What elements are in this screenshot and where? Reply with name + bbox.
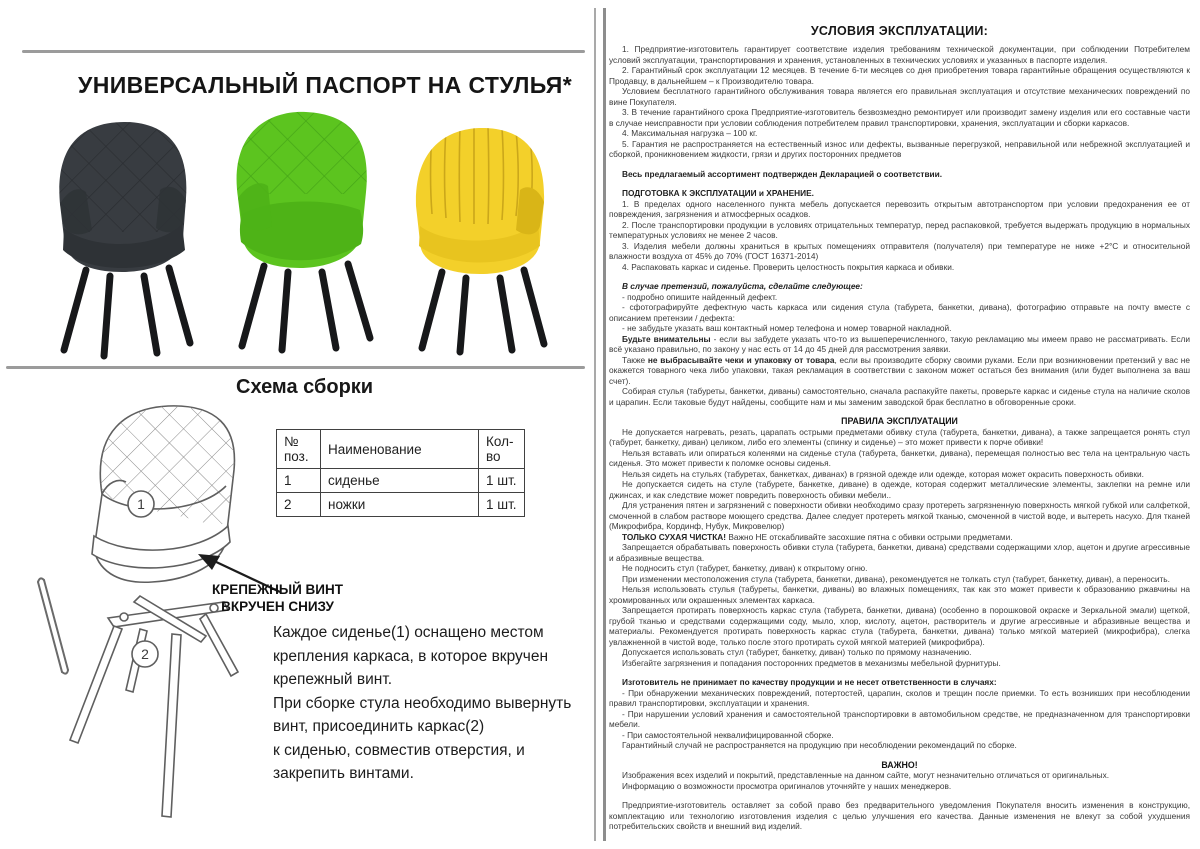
paragraph <box>609 107 1190 128</box>
text-run: 4. Распаковать каркас и сиденье. Проверить целостность покрытия каркаса и обивки. <box>622 261 955 272</box>
text-run: 2. После транспортировки продукции в условиях отрицательных температур, перед распаковкой, требуется выдержать продукцию в нормальных температурных условиях не менее 2 часов. <box>609 219 1190 240</box>
table-header-cell: Наименование <box>321 430 479 469</box>
text-run: - При самостоятельной неквалифицированной сборке. <box>622 729 834 740</box>
paragraph <box>609 479 1190 500</box>
instruction-line: крепежный винт. <box>273 671 393 688</box>
section-heading <box>609 416 1190 427</box>
paragraph <box>609 386 1190 407</box>
table-cell: 1 <box>277 469 321 493</box>
text-run: - При обнаружении механических повреждений, потертостей, царапин, сколов и трещин после приемки. То есть возникших при несоблюдении правил транспортировки, эксплуатации и хранения. <box>609 687 1190 708</box>
terms-blocks <box>609 44 1190 832</box>
text-run: , если вы производите сборку своими руками. Если при возникновении претензий у вас не окажется товарного чека либо упаковки, такая рекламация в соответствии с законом может остаться без внимания (или будет выполнена за ваш счет). <box>609 354 1190 386</box>
section-heading <box>609 169 1190 180</box>
paragraph <box>609 448 1190 469</box>
diagram-seat-label: 1 <box>137 496 145 512</box>
table-cell: 1 шт. <box>479 493 525 517</box>
text-run: - если вы забудете указать что-то из вышеперечисленного, такую рекламацию мы имеем право не рассматривать. Если всё указано правильно, по закону у нас есть от 14 до 45 дней для рассмотрения заявки. <box>609 333 1190 354</box>
paragraph <box>609 500 1190 532</box>
paragraph <box>609 800 1190 832</box>
top-horizontal-rule <box>22 50 585 53</box>
table-cell: ножки <box>321 493 479 517</box>
text-run: - При нарушении условий хранения и самостоятельной транспортировки в автомобильном средстве, не предназначенном для транспортировки мебели. <box>609 708 1190 729</box>
instruction-line: крепления каркаса, в которое вкручен <box>273 647 549 665</box>
text-run: Будьте внимательны <box>622 333 711 344</box>
chair-photo-green <box>214 102 388 354</box>
paragraph <box>609 323 1190 334</box>
table-header-cell: Кол-во <box>479 430 525 469</box>
text-run: Допускается использовать стул (табурет, банкетку, диван) только по прямому назначению. <box>622 647 972 657</box>
section-heading <box>609 760 1190 771</box>
paragraph <box>609 709 1190 730</box>
instruction-line: винт, присоединить каркас(2) <box>273 718 485 735</box>
text-run: Запрещается обрабатывать поверхность обивки стула (табурета, банкетки, дивана) средствами содержащими хлор, ацетон и другие агрессивные и абразивные вещества. <box>609 542 1190 563</box>
text-run: ВАЖНО! <box>881 759 918 770</box>
paragraph <box>609 770 1190 781</box>
table-cell: 2 <box>277 493 321 517</box>
paragraph <box>609 86 1190 107</box>
paragraph <box>609 740 1190 751</box>
screw-note-line: ВКРУЧЕН СНИЗУ <box>221 599 334 614</box>
text-run: Не подносить стул (табурет, банкетку, диван) к открытому огню. <box>622 563 868 573</box>
text-run: 5. Гарантия не распространяется на естественный износ или дефекты, вызванные перегрузкой, неправильной или небрежной эксплуатацией и сборкой, проникновением жидкости, грязи и других посторонних предметов <box>609 138 1190 159</box>
paragraph <box>609 220 1190 241</box>
text-run: - не забудьте указать ваш контактный номер телефона и номер товарной накладной. <box>622 323 952 333</box>
text-run: Гарантийный случай не распространяется на продукцию при несоблюдении рекомендаций по сборке. <box>622 740 1017 750</box>
text-run: Нельзя использовать стулья (табуреты, банкетки, диваны) во влажных помещениях, так как это может привести к образованию ржавчины на хромированных или окрашенных элементах каркаса. <box>609 584 1190 605</box>
text-run: Предприятие-изготовитель оставляет за собой право без предварительного уведомления Покупателя вносить изменения в конструкцию, комплектацию или технологию изготовления изделия с целью улучшения его качества. Данные изменения не влекут за собой ухудшения потребительских свойств и внешний вид изделий. <box>609 800 1190 831</box>
vertical-divider-rule <box>594 8 606 841</box>
section-heading <box>609 188 1190 199</box>
paragraph <box>609 128 1190 139</box>
paragraph <box>609 355 1190 387</box>
paragraph <box>609 584 1190 605</box>
text-run: Важно НЕ отскабливайте засохшие пятна с обивки острыми предметами. <box>726 531 1013 542</box>
text-run: При изменении местоположения стула (табурета, банкетки, дивана), рекомендуется не толкать стул (табурет, банкетку, диван), а переносить. <box>622 573 1170 584</box>
table-cell: сиденье <box>321 469 479 493</box>
paragraph <box>609 65 1190 86</box>
text-run: ПРАВИЛА ЭКСПЛУАТАЦИИ <box>841 416 958 426</box>
paragraph <box>609 563 1190 574</box>
text-run: ПОДГОТОВКА К ЭКСПЛУАТАЦИИ и ХРАНЕНИЕ. <box>622 188 814 198</box>
paragraph <box>609 730 1190 741</box>
text-run: Изображения всех изделий и покрытий, представленные на данном сайте, могут незначительно отличаться от оригинальных. <box>622 770 1110 780</box>
paragraph <box>609 532 1190 543</box>
instruction-line: При сборке стула необходимо вывернуть <box>273 694 572 712</box>
parts-table-header-row <box>277 430 525 469</box>
paragraph <box>609 469 1190 480</box>
paragraph <box>609 688 1190 709</box>
paragraph <box>609 302 1190 323</box>
table-row <box>277 493 525 517</box>
parts-table-body <box>277 469 525 517</box>
page-title: УНИВЕРСАЛЬНЫЙ ПАСПОРТ НА СТУЛЬЯ* <box>78 72 573 98</box>
paragraph <box>609 574 1190 585</box>
assembly-instructions <box>273 621 578 786</box>
paragraph <box>609 44 1190 65</box>
table-row <box>277 469 525 493</box>
section-heading <box>609 677 1190 688</box>
instruction-line: Каждое сиденье(1) оснащено местом <box>273 624 544 641</box>
text-run: - сфотографируйте дефектную часть каркаса или сидения стула (табурета, банкетки, дивана), фотографию отправьте на почту вместе с описанием претензии / дефекта: <box>609 302 1190 323</box>
text-run: Не допускается сидеть на стуле (табурете, банкетке, диване) в одежде, которая содержит металлические элементы, заклепки на ремне или джинсах, и как следствие может повредить поверхность обивки мебели.. <box>609 479 1190 500</box>
chair-photos <box>38 102 586 360</box>
text-run: Условием бесплатного гарантийного обслуживания товара является его правильная эксплуатация и отсутствие механических повреждений по вине Покупателя. <box>609 86 1190 107</box>
paragraph <box>609 542 1190 563</box>
paragraph <box>609 262 1190 273</box>
text-run: ТОЛЬКО СУХАЯ ЧИСТКА! <box>622 531 727 542</box>
section-heading <box>609 281 1190 292</box>
text-run: 2. Гарантийный срок эксплуатации 12 месяцев. В течение 6-ти месяцев со дня приобретения товара гарантийные обращения осуществляются к Продавцу, в дальнейшем – к Производителю товара. <box>609 65 1190 86</box>
text-run: 3. Изделия мебели должны храниться в крытых помещениях отправителя (получателя) при температуре не ниже +2°С и относительной влажности воздуха от 45% до 70% (ГОСТ 16371-2014) <box>609 240 1190 261</box>
table-header-cell: № поз. <box>277 430 321 469</box>
text-run: Запрещается протирать поверхность каркас стула (табурета, банкетки, дивана) (особенно в порошковой окраске и Зеркальной эмали) щеткой, грубой тканью и средствами содержащими соду, мыло, хлор, кислоту, ацетон, растворитель и другие агрессивные и абразивные вещества и материалы. Рекомендуется протирать поверхность каркас стула (табурета, банкетки, дивана) только мягкой материей (микрофибра), слегка увлажненной в чистой воде, только после этого протирать сухой мягкой материей (микрофибра). <box>609 605 1190 647</box>
instruction-line: к сиденью, совместив отверстия, и <box>273 741 525 759</box>
text-run: Нельзя вставать или опираться коленями на сиденье стула (табурета, банкетки, дивана), перемещая полностью вес тела на центральную часть сиденья. Это может привести к поломке основы сиденья. <box>609 447 1190 468</box>
text-run: Весь предлагаемый ассортимент подтвержден Декларацией о соответствии. <box>622 168 943 179</box>
middle-horizontal-rule <box>6 366 585 369</box>
terms-section <box>609 24 1190 832</box>
instruction-line: закрепить винтами. <box>273 765 414 782</box>
text-run: Нельзя сидеть на стульях (табуретах, банкетках, диванах) в грязной одежде или одежде, которая может окрасить поверхность обивки. <box>622 468 1144 479</box>
text-run: Изготовитель не принимает по качеству продукции и не несет ответственности в случаях: <box>622 677 997 687</box>
assembly-heading: Схема сборки <box>236 376 374 398</box>
text-run: В случае претензий, пожалуйста, сделайте следующее: <box>622 281 863 291</box>
text-run: 1. Предприятие-изготовитель гарантирует соответствие изделия требованиям технической документации, при соблюдении Потребителем условий эксплуатации, транспортирования и хранения, установленных в технических условиях и указанных в паспорте изделия. <box>609 44 1190 65</box>
paragraph <box>609 334 1190 355</box>
paragraph <box>609 139 1190 160</box>
text-run: не выбрасывайте чеки и упаковку от товара <box>647 354 835 365</box>
text-run: 4. Максимальная нагрузка – 100 кг. <box>622 128 758 138</box>
diagram-legs-label: 2 <box>141 646 149 662</box>
paragraph <box>609 292 1190 303</box>
paragraph <box>609 605 1190 647</box>
text-run: Информацию о возможности просмотра оригиналов уточняйте у наших менеджеров. <box>622 780 952 791</box>
table-cell: 1 шт. <box>479 469 525 493</box>
paragraph <box>609 647 1190 658</box>
text-run: Для устранения пятен и загрязнений с поверхности обивки необходимо сразу протереть загрязненную поверхность мягкой губкой или салфеткой, смоченной в слабом растворе моющего средства. Далее следует протереть мягкой тканью, смоченной в чистой воде, и вытереть насухо. Для тканей (Микрофибра, Кординф, Нубук, Микровелюр) <box>609 500 1190 531</box>
paragraph <box>609 781 1190 792</box>
screw-note-line: КРЕПЕЖНЫЙ ВИНТ <box>211 582 344 597</box>
screw-note <box>190 581 365 615</box>
parts-table <box>276 429 525 517</box>
text-run: Также <box>622 354 648 365</box>
text-run: 1. В пределах одного населенного пункта мебель допускается перевозить открытым автотранспортом при условии предохранения ее от повреждения, загрязнения и атмосферных осадков. <box>609 198 1190 219</box>
paragraph <box>609 658 1190 669</box>
chair-photo-yellow <box>396 118 562 356</box>
paragraph <box>609 199 1190 220</box>
chair-photo-dark <box>38 112 206 360</box>
text-run: Собирая стулья (табуреты, банкетки, диваны) самостоятельно, сначала распакуйте пакеты, проверьте каркас и сиденье стула на наличие сколов и царапин. Если таковые будут найдены, сообщите нам и мы заменим заводской брак бесплатно в обговоренные сроки. <box>609 386 1190 407</box>
text-run: Избегайте загрязнения и попадания посторонних предметов в механизмы мебельной фурнитуры. <box>622 657 1001 668</box>
paragraph <box>609 427 1190 448</box>
paragraph <box>609 241 1190 262</box>
text-run: Не допускается нагревать, резать, царапать острыми предметами обивку стула (табурета, банкетки, дивана), а также запрещается ронять стул (табурет, банкетку, диван) целиком, либо его элементы (спинку и сиденье) – это может привести к порче обивки! <box>609 426 1190 447</box>
text-run: - подробно опишите найденный дефект. <box>622 291 778 302</box>
terms-title: УСЛОВИЯ ЭКСПЛУАТАЦИИ: <box>810 24 989 38</box>
text-run: 3. В течение гарантийного срока Предприятие-изготовитель безвозмездно ремонтирует или производит замену изделия или его составные части в случае неисправности при условии соблюдения потребителем правил транспортировки, хранения, эксплуатации и сборки каркасов. <box>609 107 1190 128</box>
